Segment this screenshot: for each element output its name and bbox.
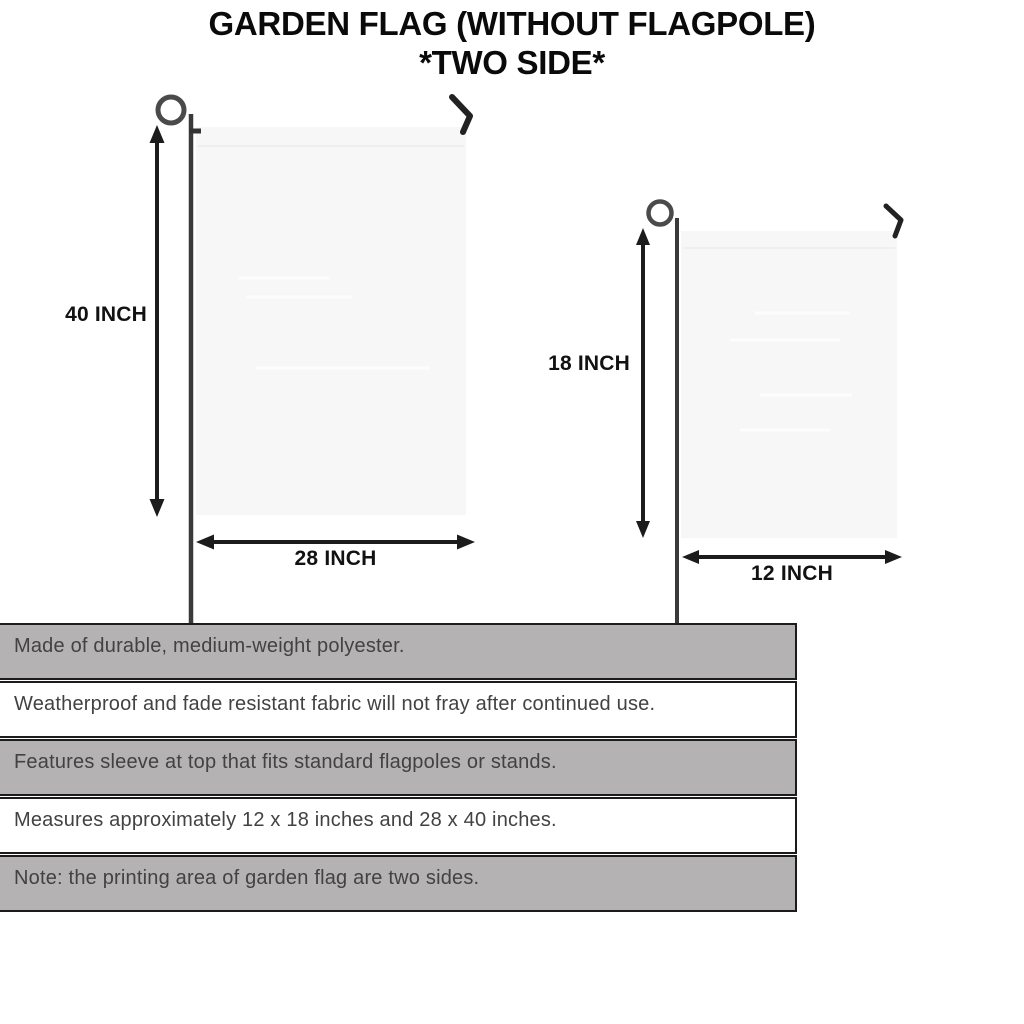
height-label-large: 40 INCH <box>65 303 147 326</box>
feature-row: Weatherproof and fade resistant fabric will not fray after continued use. <box>0 681 797 738</box>
feature-row: Measures approximately 12 x 18 inches and 28 x 40 inches. <box>0 797 797 854</box>
height-arrow-large-icon <box>150 125 165 517</box>
feature-row: Made of durable, medium-weight polyester. <box>0 623 797 680</box>
feature-row: Note: the printing area of garden flag are two sides. <box>0 855 797 912</box>
large-flagpole-loop-icon <box>158 97 184 123</box>
feature-table <box>0 623 797 912</box>
small-flag-fabric <box>681 231 897 538</box>
title-line-1: GARDEN FLAG (WITHOUT FLAGPOLE) <box>208 5 816 42</box>
page-title <box>0 4 1024 82</box>
height-label-small: 18 INCH <box>548 352 630 375</box>
large-flag-fabric <box>196 127 466 515</box>
height-arrow-small-icon <box>636 228 650 538</box>
feature-row: Features sleeve at top that fits standard flagpoles or stands. <box>0 739 797 796</box>
width-label-large: 28 INCH <box>294 547 377 570</box>
small-flagpole-loop-icon <box>649 202 672 225</box>
width-label-small: 12 INCH <box>751 562 833 585</box>
title-line-2: *TWO SIDE* <box>419 44 605 81</box>
large-flag-hook-icon <box>452 97 470 132</box>
